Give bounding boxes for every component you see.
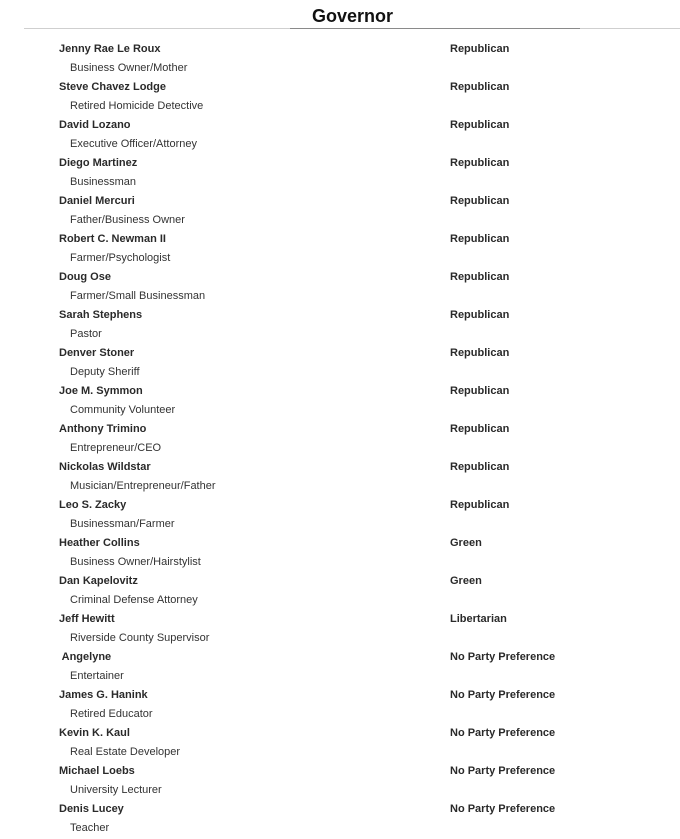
candidate-entry xyxy=(0,381,680,419)
candidate-entry xyxy=(0,191,680,229)
candidate-entry xyxy=(0,419,680,457)
candidate-entry xyxy=(0,267,680,305)
title-divider-accent xyxy=(290,28,580,29)
candidate-entry xyxy=(0,533,680,571)
candidate-occupation: Pastor xyxy=(70,328,102,340)
candidate-name: Michael Loebs xyxy=(59,765,135,777)
candidate-occupation: Farmer/Psychologist xyxy=(70,252,171,264)
candidate-party: Republican xyxy=(450,271,510,283)
candidate-name: Doug Ose xyxy=(59,271,111,283)
candidate-party: Republican xyxy=(450,81,510,93)
candidate-entry xyxy=(0,571,680,609)
page-title: Governor xyxy=(311,6,394,26)
candidate-entry xyxy=(0,305,680,343)
candidate-name: Denver Stoner xyxy=(59,347,135,359)
candidate-occupation: Farmer/Small Businessman xyxy=(70,290,206,302)
candidate-occupation: Father/Business Owner xyxy=(70,214,185,226)
candidate-entry xyxy=(0,799,680,837)
candidate-name: Anthony Trimino xyxy=(59,423,147,435)
candidate-party: Republican xyxy=(450,119,510,131)
candidate-party: Republican xyxy=(450,309,510,321)
candidate-party: No Party Preference xyxy=(450,651,556,663)
candidate-name: Leo S. Zacky xyxy=(59,499,127,511)
candidate-party: Republican xyxy=(450,195,510,207)
candidate-name: David Lozano xyxy=(59,119,131,131)
candidate-name: Dan Kapelovitz xyxy=(59,575,138,587)
candidate-entry xyxy=(0,609,680,647)
candidate-party: Libertarian xyxy=(450,613,507,625)
candidate-occupation: Business Owner/Mother xyxy=(70,62,188,74)
candidate-name: James G. Hanink xyxy=(59,689,148,701)
candidate-occupation: Business Owner/Hairstylist xyxy=(70,556,201,568)
candidate-entry xyxy=(0,685,680,723)
candidate-entry xyxy=(0,153,680,191)
candidate-name: Jenny Rae Le Roux xyxy=(59,43,161,55)
candidate-occupation: Entrepreneur/CEO xyxy=(70,442,162,454)
candidate-party: Republican xyxy=(450,385,510,397)
candidate-party: No Party Preference xyxy=(450,765,556,777)
candidate-occupation: Retired Educator xyxy=(70,708,153,720)
candidate-party: Republican xyxy=(450,233,510,245)
candidate-occupation: Entertainer xyxy=(70,670,124,682)
candidate-entry xyxy=(0,647,680,685)
candidate-entry xyxy=(0,39,680,77)
candidate-occupation: Businessman xyxy=(70,176,137,188)
candidate-name: Jeff Hewitt xyxy=(59,613,115,625)
candidate-occupation: Community Volunteer xyxy=(70,404,176,416)
candidate-party: Republican xyxy=(450,461,510,473)
candidate-name: Kevin K. Kaul xyxy=(59,727,130,739)
candidate-list xyxy=(0,39,680,837)
candidate-party: Republican xyxy=(450,423,510,435)
candidate-entry xyxy=(0,457,680,495)
candidate-party: Republican xyxy=(450,43,510,55)
candidate-party: No Party Preference xyxy=(450,689,556,701)
candidate-occupation: Criminal Defense Attorney xyxy=(70,594,198,606)
candidate-occupation: Musician/Entrepreneur/Father xyxy=(70,480,216,492)
candidate-occupation: Real Estate Developer xyxy=(70,746,181,758)
candidate-name: Sarah Stephens xyxy=(59,309,143,321)
candidate-name: Diego Martinez xyxy=(59,157,138,169)
candidate-entry xyxy=(0,761,680,799)
candidate-party: No Party Preference xyxy=(450,727,556,739)
candidate-entry xyxy=(0,77,680,115)
candidate-name: Heather Collins xyxy=(59,537,140,549)
candidate-name: Nickolas Wildstar xyxy=(59,461,151,473)
candidate-party: No Party Preference xyxy=(450,803,556,815)
candidate-entry xyxy=(0,343,680,381)
candidate-party: Republican xyxy=(450,157,510,169)
candidate-name: Angelyne xyxy=(59,651,112,663)
candidate-name: Robert C. Newman II xyxy=(59,233,166,245)
candidate-occupation: University Lecturer xyxy=(70,784,162,796)
candidate-name: Denis Lucey xyxy=(59,803,124,815)
candidate-occupation: Teacher xyxy=(70,822,110,834)
candidate-occupation: Retired Homicide Detective xyxy=(70,100,204,112)
candidate-party: Green xyxy=(450,575,482,587)
candidate-party: Green xyxy=(450,537,482,549)
candidate-occupation: Executive Officer/Attorney xyxy=(70,138,197,150)
candidate-party: Republican xyxy=(450,347,510,359)
candidate-name: Steve Chavez Lodge xyxy=(59,81,166,93)
candidate-entry xyxy=(0,723,680,761)
candidate-name: Joe M. Symmon xyxy=(59,385,143,397)
candidate-entry xyxy=(0,229,680,267)
candidate-entry xyxy=(0,115,680,153)
candidate-party: Republican xyxy=(450,499,510,511)
candidate-name: Daniel Mercuri xyxy=(59,195,135,207)
candidate-occupation: Deputy Sheriff xyxy=(70,366,140,378)
candidate-entry xyxy=(0,495,680,533)
candidate-occupation: Riverside County Supervisor xyxy=(70,632,210,644)
candidate-occupation: Businessman/Farmer xyxy=(70,518,175,530)
